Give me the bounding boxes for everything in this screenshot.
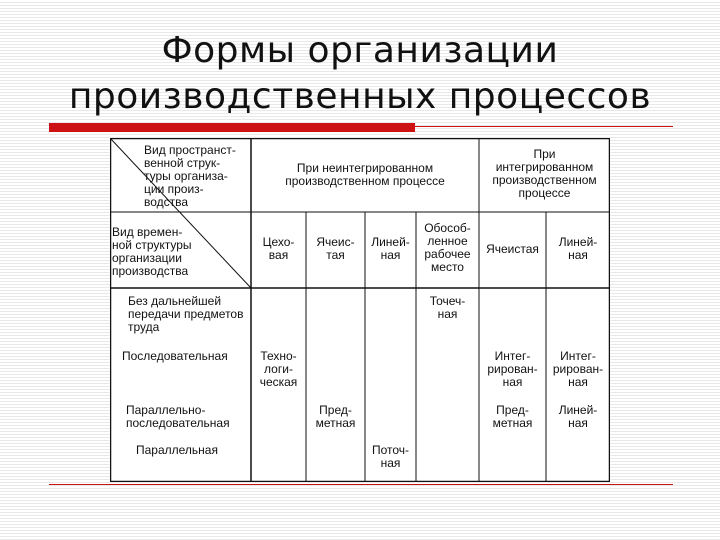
- footer-accent-line: [49, 484, 673, 485]
- title-accent-line: [415, 126, 673, 127]
- row-label-no-transfer: Без дальнейшей передачи предметов труда: [128, 294, 244, 334]
- slide-title: Формы организации производственных процессов: [68, 30, 652, 117]
- row-label-parallel: Параллельная: [136, 443, 218, 457]
- corner-temporal-label: Вид времен- ной структуры организации производства: [112, 225, 192, 278]
- forms-table: [110, 138, 610, 482]
- subheader-linear-integrated: Линей- ная: [558, 235, 598, 262]
- cell-technological: Техно- логи- ческая: [259, 349, 298, 389]
- subheader-cellular-integrated: Ячеистая: [486, 242, 539, 256]
- cell-integrated-cellular: Интег- рирован- ная: [487, 349, 538, 389]
- cell-point: Точеч- ная: [429, 294, 466, 321]
- subheader-isolated-workplace: Обособ- ленное рабочее место: [424, 221, 471, 274]
- cell-integrated-linear: Интег- рирован- ная: [552, 349, 604, 389]
- cell-subject-cellular: Пред- метная: [315, 403, 356, 430]
- title-accent-bar: [49, 123, 415, 132]
- subheader-cellular: Ячеис- тая: [316, 235, 355, 262]
- row-label-sequential: Последовательная: [122, 349, 228, 363]
- cell-flow: Поточ- ная: [371, 443, 410, 470]
- subheader-shop: Цехо- вая: [262, 235, 295, 262]
- cell-subject-integrated: Пред- метная: [492, 403, 533, 430]
- subheader-linear: Линей- ная: [371, 235, 410, 262]
- corner-spatial-label: Вид пространст- венной струк- туры организа- ции произ- водства: [144, 143, 236, 209]
- cell-linear-integrated: Линей- ная: [558, 403, 598, 430]
- header-integrated: При интегрированном производственном процессе: [492, 147, 597, 200]
- row-label-parallel-sequential: Параллельно- последовательная: [126, 403, 230, 430]
- header-non-integrated: При неинтегрированном производственном процессе: [285, 161, 445, 188]
